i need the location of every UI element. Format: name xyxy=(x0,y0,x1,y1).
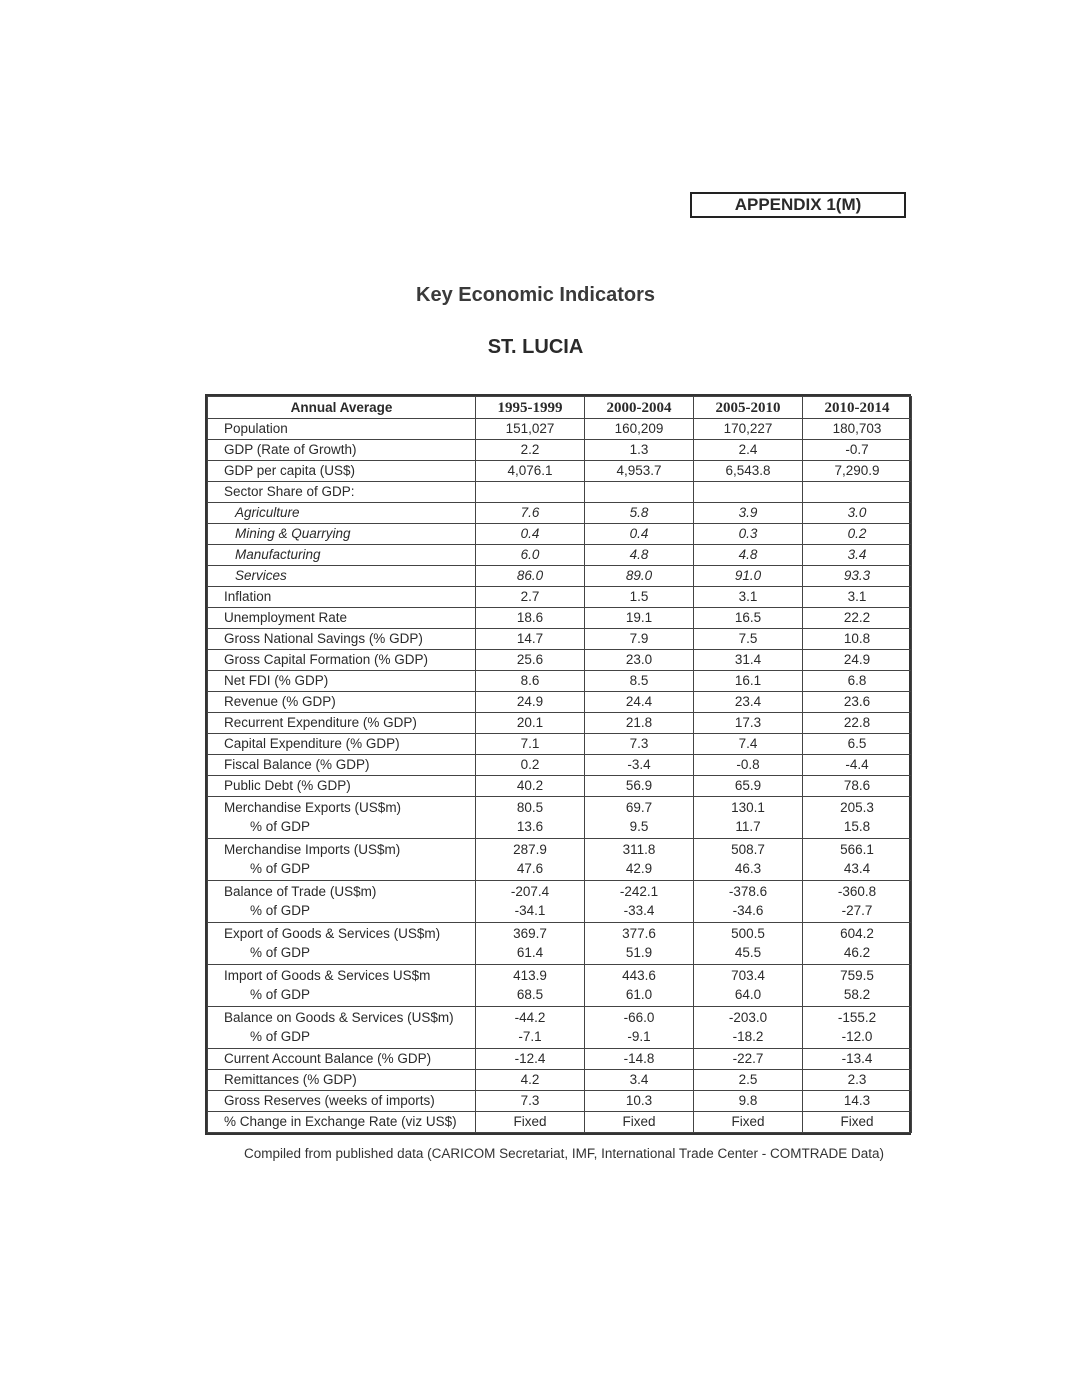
row-value-period-4: 6.8 xyxy=(803,671,912,692)
value-main: -360.8 xyxy=(837,884,877,899)
row-value-period-4: 3.4 xyxy=(803,545,912,566)
row-value-period-4: 7,290.9 xyxy=(803,461,912,482)
row-value-period-3: 31.4 xyxy=(694,650,803,671)
value-main: 287.9 xyxy=(513,842,547,857)
row-value-period-3 xyxy=(694,482,803,503)
row-value-period-4 xyxy=(803,923,912,965)
table-row xyxy=(208,608,912,629)
value-pct-gdp: 46.3 xyxy=(734,861,762,876)
value-main: 80.5 xyxy=(516,800,544,815)
table-row xyxy=(208,923,912,965)
table-row xyxy=(208,713,912,734)
table-row xyxy=(208,503,912,524)
row-value-period-4: -4.4 xyxy=(803,755,912,776)
row-value-period-2 xyxy=(585,965,694,1007)
value-pct-gdp: 61.4 xyxy=(516,945,544,960)
row-value-period-2 xyxy=(585,839,694,881)
row-value-period-1: 8.6 xyxy=(476,671,585,692)
row-value-period-3: 6,543.8 xyxy=(694,461,803,482)
row-value-period-2: 8.5 xyxy=(585,671,694,692)
table-row xyxy=(208,839,912,881)
row-value-period-2: 19.1 xyxy=(585,608,694,629)
row-label-pct: % of GDP xyxy=(250,1029,311,1044)
source-note: Compiled from published data (CARICOM Secretariat, IMF, International Trade Center - COMTRADE Data) xyxy=(244,1146,884,1161)
row-value-period-2: 7.9 xyxy=(585,629,694,650)
row-value-period-1: 86.0 xyxy=(476,566,585,587)
value-pct-gdp: 9.5 xyxy=(629,819,649,834)
value-main: -378.6 xyxy=(728,884,768,899)
row-value-period-3 xyxy=(694,797,803,839)
row-value-period-1: 4,076.1 xyxy=(476,461,585,482)
row-label: Recurrent Expenditure (% GDP) xyxy=(208,713,476,734)
row-value-period-3: 16.5 xyxy=(694,608,803,629)
value-pct-gdp: -27.7 xyxy=(841,903,873,918)
row-value-period-1: 40.2 xyxy=(476,776,585,797)
row-value-period-2: -14.8 xyxy=(585,1049,694,1070)
row-value-period-4: 23.6 xyxy=(803,692,912,713)
row-value-period-3: -22.7 xyxy=(694,1049,803,1070)
row-label xyxy=(208,1007,476,1049)
row-value-period-2 xyxy=(585,797,694,839)
value-main: -155.2 xyxy=(837,1010,877,1025)
row-value-period-4 xyxy=(803,797,912,839)
value-main: -242.1 xyxy=(619,884,659,899)
row-value-period-1: 7.3 xyxy=(476,1091,585,1112)
row-value-period-2 xyxy=(585,881,694,923)
value-pct-gdp: 47.6 xyxy=(516,861,544,876)
row-label-pct: % of GDP xyxy=(250,903,311,918)
row-value-period-3: -0.8 xyxy=(694,755,803,776)
value-main: -203.0 xyxy=(728,1010,768,1025)
value-pct-gdp: 45.5 xyxy=(734,945,762,960)
row-label: Remittances (% GDP) xyxy=(208,1070,476,1091)
table-row xyxy=(208,1070,912,1091)
table-row xyxy=(208,524,912,545)
table-row xyxy=(208,692,912,713)
row-value-period-4: 14.3 xyxy=(803,1091,912,1112)
row-value-period-2: 1.3 xyxy=(585,440,694,461)
value-main: 508.7 xyxy=(731,842,765,857)
value-pct-gdp: 64.0 xyxy=(734,987,762,1002)
row-value-period-3: 23.4 xyxy=(694,692,803,713)
value-pct-gdp: 46.2 xyxy=(843,945,871,960)
row-value-period-1: -12.4 xyxy=(476,1049,585,1070)
header-period-3: 2005-2010 xyxy=(694,397,803,419)
table-row xyxy=(208,629,912,650)
row-value-period-3: Fixed xyxy=(694,1112,803,1133)
value-pct-gdp: 13.6 xyxy=(516,819,544,834)
row-value-period-2: 56.9 xyxy=(585,776,694,797)
row-value-period-2: 160,209 xyxy=(585,419,694,440)
row-value-period-3: 7.5 xyxy=(694,629,803,650)
row-value-period-1: 25.6 xyxy=(476,650,585,671)
row-value-period-2 xyxy=(585,923,694,965)
row-label xyxy=(208,839,476,881)
row-value-period-2: 21.8 xyxy=(585,713,694,734)
value-main: 413.9 xyxy=(513,968,547,983)
value-main: -66.0 xyxy=(623,1010,655,1025)
row-value-period-3: 7.4 xyxy=(694,734,803,755)
row-value-period-4: -13.4 xyxy=(803,1049,912,1070)
value-main: 443.6 xyxy=(622,968,656,983)
value-pct-gdp: 43.4 xyxy=(843,861,871,876)
row-label: Fiscal Balance (% GDP) xyxy=(208,755,476,776)
row-label xyxy=(208,965,476,1007)
row-value-period-1 xyxy=(476,797,585,839)
value-pct-gdp: 15.8 xyxy=(843,819,871,834)
row-value-period-3: 3.1 xyxy=(694,587,803,608)
table-row xyxy=(208,650,912,671)
row-value-period-1: 151,027 xyxy=(476,419,585,440)
row-value-period-2: 89.0 xyxy=(585,566,694,587)
row-value-period-3: 170,227 xyxy=(694,419,803,440)
table-row xyxy=(208,734,912,755)
row-value-period-3: 3.9 xyxy=(694,503,803,524)
value-pct-gdp: 68.5 xyxy=(516,987,544,1002)
header-period-4: 2010-2014 xyxy=(803,397,912,419)
row-value-period-1: 20.1 xyxy=(476,713,585,734)
row-label-main: Merchandise Imports (US$m) xyxy=(224,842,401,857)
row-value-period-4: 0.2 xyxy=(803,524,912,545)
row-label: Mining & Quarrying xyxy=(208,524,476,545)
value-main: -207.4 xyxy=(510,884,550,899)
value-pct-gdp: -33.4 xyxy=(623,903,655,918)
row-value-period-1 xyxy=(476,881,585,923)
row-value-period-1 xyxy=(476,482,585,503)
table-row xyxy=(208,755,912,776)
row-value-period-3: 4.8 xyxy=(694,545,803,566)
row-value-period-4: 10.8 xyxy=(803,629,912,650)
value-pct-gdp: 61.0 xyxy=(625,987,653,1002)
row-value-period-1: 7.6 xyxy=(476,503,585,524)
row-label: Current Account Balance (% GDP) xyxy=(208,1049,476,1070)
row-value-period-1: 6.0 xyxy=(476,545,585,566)
row-value-period-1: 0.2 xyxy=(476,755,585,776)
row-label: Public Debt (% GDP) xyxy=(208,776,476,797)
value-main: -44.2 xyxy=(514,1010,546,1025)
row-value-period-4 xyxy=(803,1007,912,1049)
row-label: Net FDI (% GDP) xyxy=(208,671,476,692)
value-pct-gdp: -34.1 xyxy=(514,903,546,918)
row-value-period-4: 3.0 xyxy=(803,503,912,524)
table-row xyxy=(208,881,912,923)
row-label: Agriculture xyxy=(208,503,476,524)
row-value-period-3 xyxy=(694,923,803,965)
row-value-period-3: 65.9 xyxy=(694,776,803,797)
row-label: Sector Share of GDP: xyxy=(208,482,476,503)
row-label-pct: % of GDP xyxy=(250,945,311,960)
value-pct-gdp: -9.1 xyxy=(627,1029,651,1044)
row-value-period-4 xyxy=(803,881,912,923)
row-value-period-3: 0.3 xyxy=(694,524,803,545)
row-label-pct: % of GDP xyxy=(250,819,311,834)
value-main: 130.1 xyxy=(731,800,765,815)
row-value-period-4: 78.6 xyxy=(803,776,912,797)
row-value-period-4: 2.3 xyxy=(803,1070,912,1091)
row-label: GDP per capita (US$) xyxy=(208,461,476,482)
row-label-main: Balance on Goods & Services (US$m) xyxy=(224,1010,454,1025)
row-value-period-4: Fixed xyxy=(803,1112,912,1133)
table-row xyxy=(208,545,912,566)
table-row xyxy=(208,419,912,440)
value-main: 311.8 xyxy=(622,842,656,857)
table-body xyxy=(208,419,912,1133)
row-value-period-2 xyxy=(585,1007,694,1049)
row-value-period-1: Fixed xyxy=(476,1112,585,1133)
row-value-period-2: 10.3 xyxy=(585,1091,694,1112)
row-label-pct: % of GDP xyxy=(250,987,311,1002)
country-title: ST. LUCIA xyxy=(487,336,584,358)
row-label-main: Import of Goods & Services US$m xyxy=(224,968,431,983)
value-pct-gdp: -7.1 xyxy=(518,1029,542,1044)
row-value-period-2: -3.4 xyxy=(585,755,694,776)
row-label: % Change in Exchange Rate (viz US$) xyxy=(208,1112,476,1133)
row-value-period-1: 0.4 xyxy=(476,524,585,545)
header-period-1: 1995-1999 xyxy=(476,397,585,419)
header-annual-average: Annual Average xyxy=(208,397,476,419)
row-value-period-4: -0.7 xyxy=(803,440,912,461)
row-label xyxy=(208,797,476,839)
table-row xyxy=(208,461,912,482)
row-value-period-1 xyxy=(476,1007,585,1049)
row-value-period-4 xyxy=(803,482,912,503)
value-main: 205.3 xyxy=(840,800,874,815)
value-pct-gdp: 11.7 xyxy=(735,819,761,834)
row-value-period-3 xyxy=(694,839,803,881)
row-value-period-4: 24.9 xyxy=(803,650,912,671)
row-value-period-3 xyxy=(694,1007,803,1049)
table-row xyxy=(208,440,912,461)
value-main: 604.2 xyxy=(840,926,874,941)
row-value-period-1 xyxy=(476,839,585,881)
row-value-period-2: 7.3 xyxy=(585,734,694,755)
row-value-period-3: 2.4 xyxy=(694,440,803,461)
row-value-period-2: 4,953.7 xyxy=(585,461,694,482)
table-row xyxy=(208,1007,912,1049)
row-value-period-1: 18.6 xyxy=(476,608,585,629)
row-label: Services xyxy=(208,566,476,587)
table-row xyxy=(208,1112,912,1133)
row-label: Inflation xyxy=(208,587,476,608)
table-row xyxy=(208,482,912,503)
row-value-period-1: 4.2 xyxy=(476,1070,585,1091)
value-main: 566.1 xyxy=(840,842,874,857)
table-row xyxy=(208,671,912,692)
row-value-period-4: 180,703 xyxy=(803,419,912,440)
row-value-period-2: 24.4 xyxy=(585,692,694,713)
value-main: 703.4 xyxy=(731,968,765,983)
header-period-2: 2000-2004 xyxy=(585,397,694,419)
row-label: Gross Reserves (weeks of imports) xyxy=(208,1091,476,1112)
indicators-table-wrapper xyxy=(205,394,911,1135)
table-row xyxy=(208,965,912,1007)
row-value-period-3: 16.1 xyxy=(694,671,803,692)
table-row xyxy=(208,1091,912,1112)
row-value-period-2 xyxy=(585,482,694,503)
row-label: Gross Capital Formation (% GDP) xyxy=(208,650,476,671)
value-pct-gdp: 42.9 xyxy=(625,861,653,876)
table-row xyxy=(208,566,912,587)
row-value-period-4: 22.8 xyxy=(803,713,912,734)
value-main: 500.5 xyxy=(731,926,765,941)
value-main: 377.6 xyxy=(622,926,656,941)
value-pct-gdp: 58.2 xyxy=(843,987,871,1002)
row-value-period-3: 9.8 xyxy=(694,1091,803,1112)
row-value-period-1: 24.9 xyxy=(476,692,585,713)
value-pct-gdp: 51.9 xyxy=(625,945,653,960)
table-row xyxy=(208,776,912,797)
row-value-period-1: 14.7 xyxy=(476,629,585,650)
row-label xyxy=(208,923,476,965)
indicators-table xyxy=(207,396,912,1133)
value-main: 369.7 xyxy=(513,926,547,941)
row-label: Capital Expenditure (% GDP) xyxy=(208,734,476,755)
row-value-period-3: 91.0 xyxy=(694,566,803,587)
row-value-period-1 xyxy=(476,923,585,965)
row-label xyxy=(208,881,476,923)
row-label: Population xyxy=(208,419,476,440)
table-row xyxy=(208,1049,912,1070)
row-value-period-2: 5.8 xyxy=(585,503,694,524)
row-label: Unemployment Rate xyxy=(208,608,476,629)
row-value-period-2: Fixed xyxy=(585,1112,694,1133)
row-value-period-4: 3.1 xyxy=(803,587,912,608)
table-row xyxy=(208,587,912,608)
appendix-label: APPENDIX 1(M) xyxy=(690,192,906,218)
row-label: Gross National Savings (% GDP) xyxy=(208,629,476,650)
table-header-row xyxy=(208,397,912,419)
row-value-period-1: 2.7 xyxy=(476,587,585,608)
value-pct-gdp: -12.0 xyxy=(841,1029,873,1044)
row-value-period-4: 22.2 xyxy=(803,608,912,629)
row-value-period-4: 6.5 xyxy=(803,734,912,755)
value-main: 759.5 xyxy=(840,968,874,983)
row-value-period-1: 7.1 xyxy=(476,734,585,755)
row-label-main: Merchandise Exports (US$m) xyxy=(224,800,402,815)
row-value-period-4 xyxy=(803,965,912,1007)
value-pct-gdp: -18.2 xyxy=(732,1029,764,1044)
page-title: Key Economic Indicators xyxy=(416,284,655,306)
row-value-period-1: 2.2 xyxy=(476,440,585,461)
row-value-period-2: 1.5 xyxy=(585,587,694,608)
row-label-main: Export of Goods & Services (US$m) xyxy=(224,926,441,941)
table-row xyxy=(208,797,912,839)
row-value-period-2: 23.0 xyxy=(585,650,694,671)
value-main: 69.7 xyxy=(625,800,653,815)
row-label: GDP (Rate of Growth) xyxy=(208,440,476,461)
row-value-period-2: 4.8 xyxy=(585,545,694,566)
row-label: Manufacturing xyxy=(208,545,476,566)
row-value-period-3: 17.3 xyxy=(694,713,803,734)
row-value-period-2: 3.4 xyxy=(585,1070,694,1091)
row-value-period-2: 0.4 xyxy=(585,524,694,545)
row-value-period-4: 93.3 xyxy=(803,566,912,587)
value-pct-gdp: -34.6 xyxy=(732,903,764,918)
row-value-period-1 xyxy=(476,965,585,1007)
row-label: Revenue (% GDP) xyxy=(208,692,476,713)
row-label-pct: % of GDP xyxy=(250,861,311,876)
row-value-period-3 xyxy=(694,965,803,1007)
row-value-period-3: 2.5 xyxy=(694,1070,803,1091)
row-value-period-4 xyxy=(803,839,912,881)
row-label-main: Balance of Trade (US$m) xyxy=(224,884,377,899)
row-value-period-3 xyxy=(694,881,803,923)
